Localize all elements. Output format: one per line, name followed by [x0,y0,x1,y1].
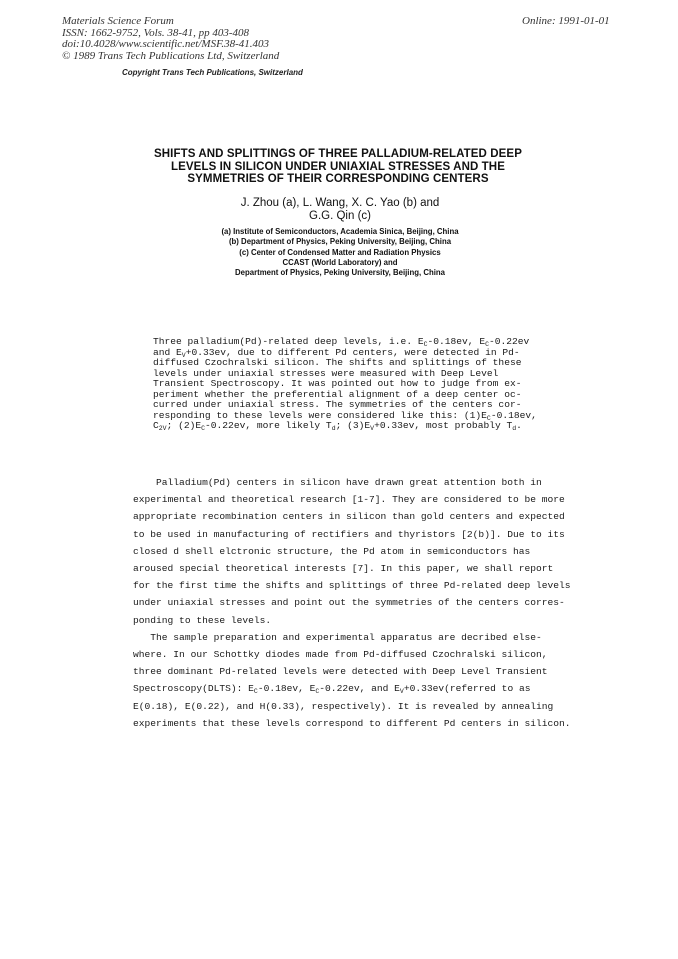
body-line [133,612,553,629]
text-run: -0.22ev, more likely T [205,420,332,431]
text-run: responding to these levels were considered like this: (1)E [153,409,487,421]
text-run: levels under uniaxial stresses were measured with Deep Level [153,367,499,379]
text-run: +0.33ev(referred to as [403,683,531,695]
issn-line: ISSN: 1662-9752, Vols. 38-41, pp 403-408 [62,26,249,39]
abstract [153,336,537,432]
copyright-stamp: Copyright Trans Tech Publications, Switzerland [122,68,303,77]
title-line: SYMMETRIES OF THEIR CORRESPONDING CENTERS [187,173,489,185]
affiliation-line: CCAST (World Laboratory) and [282,257,398,267]
publisher-copyright: © 1989 Trans Tech Publications Ltd, Switzerland [62,49,280,62]
body-line [133,543,553,560]
subscript: V [370,425,375,432]
text-run: under uniaxial stresses and point out the symmetries of the centers corres- [133,597,565,609]
body-line [133,680,553,697]
text-run: experimental and theoretical research [1-7]. They are considered to be more [133,494,565,506]
body-line [133,698,553,715]
text-run: . [516,420,522,431]
text-run: -0.22ev [488,336,530,347]
authors-line: J. Zhou (a), L. Wang, X. C. Yao (b) and [240,197,440,209]
subscript: C [485,341,489,348]
body-line [133,663,553,680]
body-line [133,594,565,611]
authors-line: G.G. Qin (c) [309,209,371,222]
subscript: d [331,425,336,432]
affiliation-line: Department of Physics, Peking University, Beijing, China [235,268,445,278]
subscript: d [512,425,517,432]
text-run: curred under uniaxial stress. The symmetries of the centers cor- [153,399,522,410]
text-run: The sample preparation and experimental apparatus are decribed else- [133,631,542,643]
text-run: Three palladium(Pd)-related deep levels, i.e. E [153,336,424,347]
text-run: -0.18ev, [490,409,537,421]
body-line [133,629,553,646]
text-run: for the first time the shifts and splittings of three Pd-related deep levels [133,580,571,592]
affiliations [180,227,500,278]
body-line [133,526,565,543]
text-run: -0.22ev, and E [319,683,400,695]
subscript: V [399,688,404,696]
text-run: ponding to these levels. [133,614,272,626]
journal-name: Materials Science Forum [62,15,174,27]
body-line [133,646,553,663]
online-date: Online: 1991-01-01 [522,15,610,27]
subscript: C [201,425,206,432]
affiliation-line: (b) Department of Physics, Peking University, Beijing, China [228,237,452,247]
text-run: -0.18ev, E [427,336,486,347]
text-run: periment whether the preferential alignment of a deep center oc- [153,388,522,400]
subscript: C [486,414,491,422]
text-run: diffused Czochralski silicon. The shifts and splittings of these [153,357,522,368]
text-run: to be used in manufacturing of rectifiers and thyristors [2(b)]. Due to its [133,528,565,540]
subscript: C [423,341,428,348]
authors [200,197,480,222]
text-run: C [153,420,159,431]
body-line [133,577,571,594]
text-run: Palladium(Pd) centers in silicon have drawn great attention both in [133,477,542,488]
text-run: +0.33ev, due to different Pd centers, were detected in Pd- [185,346,520,358]
body-line [133,715,571,732]
body-line [133,560,553,577]
abstract-line [153,421,533,432]
body-text [133,474,571,732]
text-run: ; (2)E [166,420,202,431]
text-run: Transient Spectroscopy. It was pointed out how to judge from ex- [153,378,522,389]
affiliation-line: (a) Institute of Semiconductors, Academia Sinica, Beijing, China [221,227,459,236]
text-run: closed d shell elctronic structure, the Pd atom in semiconductors has [133,545,531,557]
body-line [133,474,553,491]
affiliation-line: (c) Center of Condensed Matter and Radiation Physics [239,247,441,257]
text-run: ; (3)E [335,420,371,431]
text-run: and E [153,346,182,358]
subscript: V [181,351,186,359]
title-line: SHIFTS AND SPLITTINGS OF THREE PALLADIUM-RELATED DEEP [154,148,522,160]
text-run: experiments that these levels correspond to different Pd centers in silicon. [133,717,571,729]
text-run: where. In our Schottky diodes made from Pd-diffused Czochralski silicon, [133,649,548,661]
text-run: E(0.18), E(0.22), and H(0.33), respectively). It is revealed by annealing [133,700,554,712]
text-run: three dominant Pd-related levels were detected with Deep Level Transient [133,666,548,678]
subscript: 2V [158,425,167,432]
subscript: C [253,688,258,696]
body-line [133,491,565,508]
body-line [133,508,565,525]
doi-line: doi:10.4028/www.scientific.net/MSF.38-41.403 [62,38,270,50]
text-run: aroused special theoretical interests [7]. In this paper, we shall report [133,563,554,575]
text-run: appropriate recombination centers in silicon than gold centers and expected [133,511,565,523]
title-line: LEVELS IN SILICON UNDER UNIAXIAL STRESSES AND THE [171,160,505,173]
text-run: Spectroscopy(DLTS): E [133,683,254,695]
journal-header [62,16,279,62]
text-run: +0.33ev, most probably T [374,420,513,431]
paper-title [118,148,558,186]
text-run: -0.18ev, E [257,683,316,695]
subscript: C [315,688,320,696]
